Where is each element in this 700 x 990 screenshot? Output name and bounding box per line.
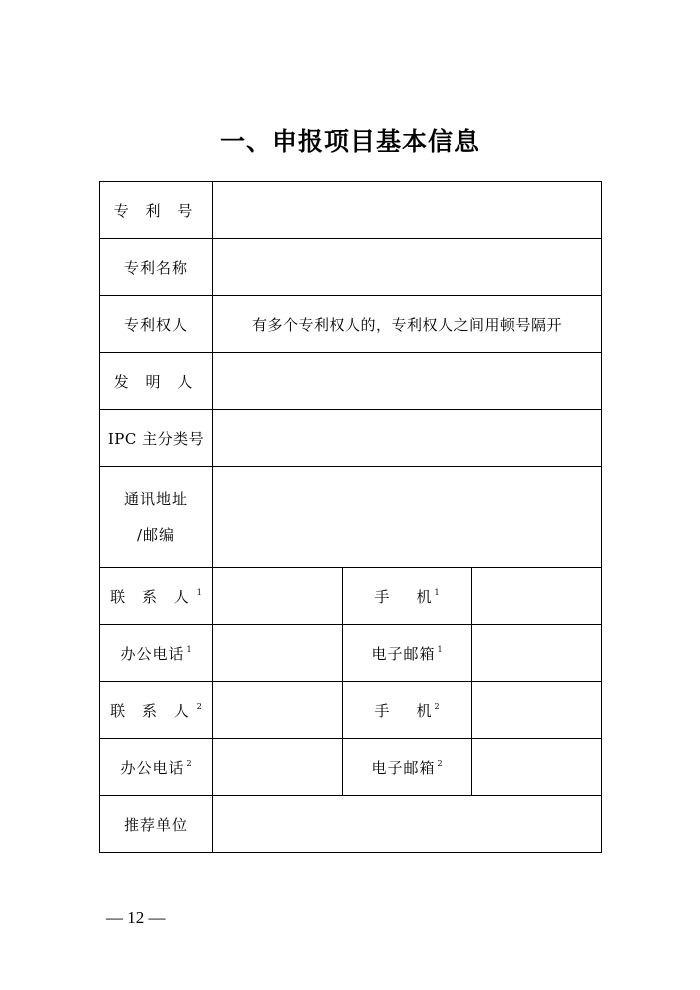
patentee-label: 专利权人 xyxy=(100,296,213,353)
table-row-contact1 xyxy=(100,568,602,625)
patent-no-field[interactable] xyxy=(213,182,602,239)
email2-field[interactable] xyxy=(472,739,602,796)
contact2-footnote: 2 xyxy=(196,701,202,711)
table-row-office2 xyxy=(100,739,602,796)
address-field[interactable] xyxy=(213,467,602,568)
email1-footnote: 1 xyxy=(437,644,443,654)
mobile2-label-b: 机 xyxy=(416,701,433,720)
email2-label-text: 电子邮箱 xyxy=(371,758,436,777)
office2-label-text: 办公电话 xyxy=(120,758,185,777)
patent-name-field[interactable] xyxy=(213,239,602,296)
table-row-patent-no xyxy=(100,182,602,239)
recommender-label: 推荐单位 xyxy=(100,796,213,853)
table-row-recommender xyxy=(100,796,602,853)
address-label-line1: 通讯地址 xyxy=(123,490,188,508)
office2-label xyxy=(100,739,213,796)
table-row-office1 xyxy=(100,625,602,682)
email2-label xyxy=(343,739,472,796)
patent-name-label: 专利名称 xyxy=(100,239,213,296)
inventor-label: 发 明 人 xyxy=(100,353,213,410)
mobile2-label xyxy=(343,682,472,739)
email2-footnote: 2 xyxy=(437,758,443,768)
mobile1-label-a: 手 xyxy=(374,587,391,606)
office1-field[interactable] xyxy=(213,625,343,682)
table-row-patentee xyxy=(100,296,602,353)
page-title: 一、申报项目基本信息 xyxy=(219,127,480,156)
table-row-contact2 xyxy=(100,682,602,739)
recommender-field[interactable] xyxy=(213,796,602,853)
address-label xyxy=(100,467,213,568)
contact1-label-text: 联 系 人 xyxy=(110,587,195,606)
page-number: — 12 — xyxy=(106,908,166,927)
ipc-label: IPC 主分类号 xyxy=(100,410,213,467)
office1-label-text: 办公电话 xyxy=(120,644,185,663)
mobile2-footnote: 2 xyxy=(434,701,440,711)
inventor-field[interactable] xyxy=(213,353,602,410)
contact1-field[interactable] xyxy=(213,568,343,625)
office1-label xyxy=(100,625,213,682)
contact1-footnote: 1 xyxy=(196,587,202,597)
mobile1-label xyxy=(343,568,472,625)
address-label-line2: /邮编 xyxy=(136,526,176,544)
mobile1-footnote: 1 xyxy=(434,587,440,597)
office1-footnote: 1 xyxy=(186,644,192,654)
patentee-field[interactable] xyxy=(213,296,602,353)
table-row-inventor xyxy=(100,353,602,410)
email1-label xyxy=(343,625,472,682)
patent-no-label: 专 利 号 xyxy=(100,182,213,239)
email1-field[interactable] xyxy=(472,625,602,682)
table-row-patent-name xyxy=(100,239,602,296)
ipc-field[interactable] xyxy=(213,410,602,467)
contact2-field[interactable] xyxy=(213,682,343,739)
contact2-label-text: 联 系 人 xyxy=(110,701,195,720)
application-info-table xyxy=(99,181,602,853)
mobile1-field[interactable] xyxy=(472,568,602,625)
table-row-ipc xyxy=(100,410,602,467)
office2-field[interactable] xyxy=(213,739,343,796)
office2-footnote: 2 xyxy=(186,758,192,768)
contact2-label xyxy=(100,682,213,739)
contact1-label xyxy=(100,568,213,625)
mobile2-field[interactable] xyxy=(472,682,602,739)
table-row-address xyxy=(100,467,602,568)
mobile2-label-a: 手 xyxy=(374,701,391,720)
patentee-hint: 有多个专利权人的，专利权人之间用顿号隔开 xyxy=(252,315,563,334)
email1-label-text: 电子邮箱 xyxy=(371,644,436,663)
mobile1-label-b: 机 xyxy=(416,587,433,606)
